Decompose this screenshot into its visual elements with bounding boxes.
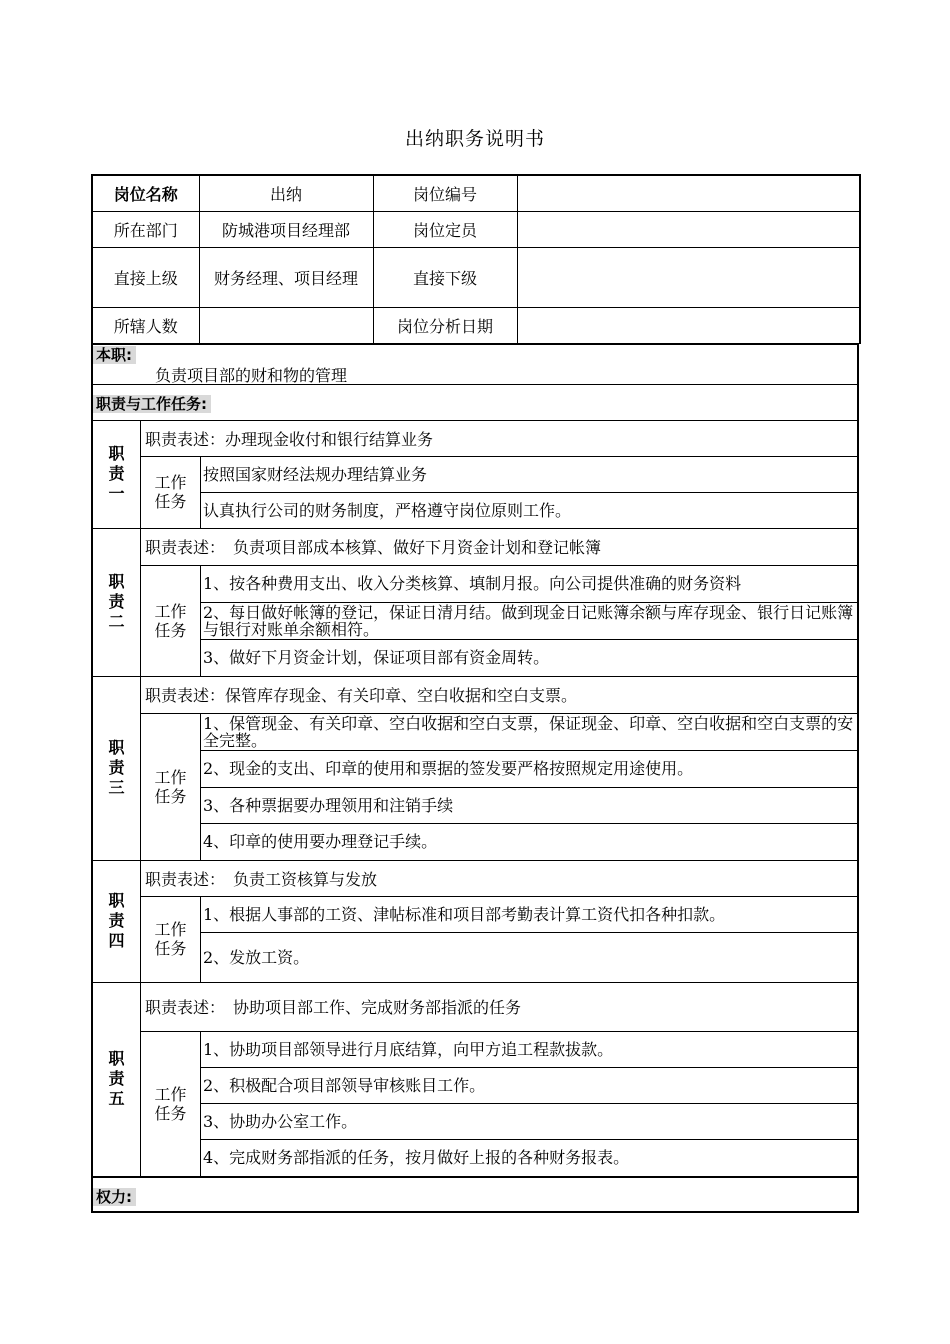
duties-heading: 职责与工作任务:: [93, 395, 211, 413]
benzhi-heading: 本职:: [93, 346, 136, 364]
task-item: 2、积极配合项目部领导审核账目工作。: [201, 1068, 857, 1104]
task-item: 1、保管现金、有关印章、空白收据和空白支票，保证现金、印章、空白收据和空白支票的安全完整。: [201, 714, 857, 751]
duties-heading-section: [91, 385, 859, 421]
duty-label: 职责四: [93, 861, 141, 982]
duty-description: 职责表述： 协助项目部工作、完成财务部指派的任务: [141, 983, 857, 1032]
work-task-label: 工作任务: [141, 714, 201, 860]
power-heading: 权力:: [93, 1188, 136, 1206]
value-position-name: 出纳: [199, 175, 373, 211]
label-staff-quota: 岗位定员: [373, 211, 517, 247]
duty-description: 职责表述：办理现金收付和银行结算业务: [141, 421, 857, 457]
duty-label: 职责二: [93, 529, 141, 676]
label-headcount: 所辖人数: [92, 307, 199, 343]
task-item: 1、按各种费用支出、收入分类核算、填制月报。向公司提供准确的财务资料: [201, 566, 857, 603]
value-position-code: [517, 175, 860, 211]
task-item: 2、每日做好帐簿的登记，保证日清月结。做到现金日记账簿余额与库存现金、银行日记账簿与银行对账单余额相符。: [201, 603, 857, 640]
value-direct-superior: 财务经理、项目经理: [199, 247, 373, 307]
benzhi-section: [91, 344, 859, 385]
task-item: 4、印章的使用要办理登记手续。: [203, 832, 438, 851]
task-item: 2、现金的支出、印章的使用和票据的签发要严格按照规定用途使用。: [201, 751, 857, 788]
duty-2: [91, 529, 859, 677]
job-description-table: [91, 174, 859, 1213]
task-item: 1、协助项目部领导进行月底结算，向甲方追工程款拔款。: [201, 1032, 857, 1068]
task-item: 按照国家财经法规办理结算业务: [201, 457, 857, 493]
duty-label: 职责三: [93, 677, 141, 860]
duty-1: [91, 421, 859, 529]
duty-description: 职责表述： 负责工资核算与发放: [141, 861, 857, 897]
task-item: 3、协助办公室工作。: [201, 1104, 857, 1140]
duty-description: 职责表述：保管库存现金、有关印章、空白收据和空白支票。: [141, 677, 857, 714]
duty-5: [91, 983, 859, 1177]
work-task-label: 工作任务: [141, 566, 201, 676]
task-item: 4、完成财务部指派的任务，按月做好上报的各种财务报表。: [203, 1148, 630, 1167]
label-direct-superior: 直接上级: [92, 247, 199, 307]
duty-label: 职责五: [93, 983, 141, 1176]
label-analysis-date: 岗位分析日期: [373, 307, 517, 343]
label-position-name: 岗位名称: [92, 175, 199, 211]
duty-4: [91, 861, 859, 983]
duty-label: 职责一: [93, 421, 141, 528]
basic-info-table: [91, 174, 861, 344]
label-department: 所在部门: [92, 211, 199, 247]
benzhi-text: 负责项目部的财和物的管理: [155, 365, 348, 385]
value-analysis-date: [517, 307, 860, 343]
task-item: 2、发放工资。: [203, 947, 310, 967]
duty-3: [91, 677, 859, 861]
document-title: 出纳职务说明书: [404, 128, 545, 150]
task-item: 3、做好下月资金计划，保证项目部有资金周转。: [203, 648, 550, 667]
work-task-label: 工作任务: [141, 897, 201, 982]
task-item: 3、各种票据要办理领用和注销手续: [201, 788, 857, 824]
label-position-code: 岗位编号: [373, 175, 517, 211]
label-direct-subordinate: 直接下级: [373, 247, 517, 307]
value-department: 防城港项目经理部: [199, 211, 373, 247]
value-staff-quota: [517, 211, 860, 247]
value-direct-subordinate: [517, 247, 860, 307]
power-section: [91, 1177, 859, 1213]
task-item: 认真执行公司的财务制度，严格遵守岗位原则工作。: [203, 500, 572, 520]
value-headcount: [199, 307, 373, 343]
work-task-label: 工作任务: [141, 457, 201, 528]
work-task-label: 工作任务: [141, 1032, 201, 1176]
duty-description: 职责表述： 负责项目部成本核算、做好下月资金计划和登记帐簿: [141, 529, 857, 566]
task-item: 1、根据人事部的工资、津帖标准和项目部考勤表计算工资代扣各种扣款。: [201, 897, 857, 933]
